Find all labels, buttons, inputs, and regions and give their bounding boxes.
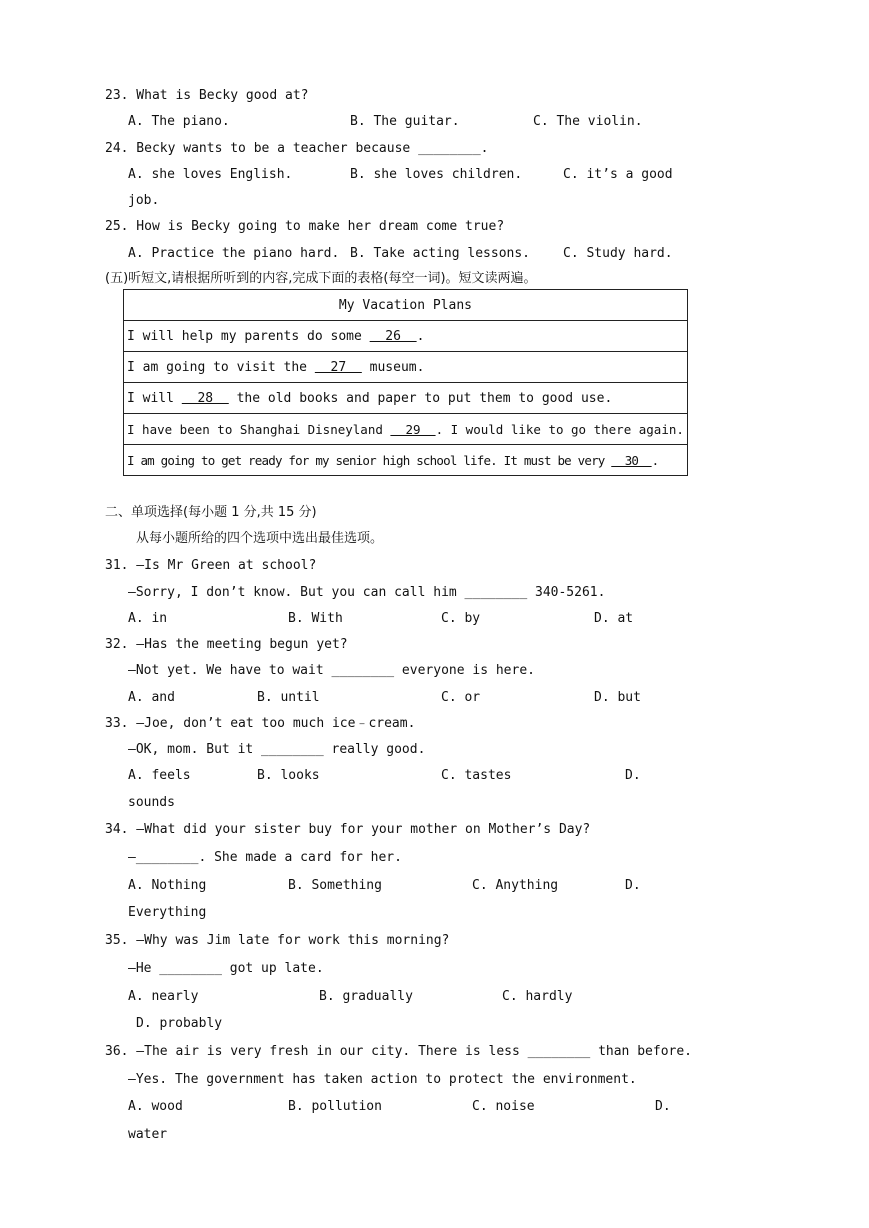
q34-option-d-continued: Everything [128,905,207,920]
row-text: museum. [361,359,425,375]
q36-option-c: C. noise [472,1099,535,1114]
q33-option-a: A. feels [128,768,191,783]
q24-option-a: A. she loves English. [128,167,293,182]
q23-option-b: B. The guitar. [350,114,460,129]
part5-instruction: (五)听短文,请根据所听到的内容,完成下面的表格(每空一词)。短文读两遍。 [105,271,537,286]
q25-option-a: A. Practice the piano hard. [128,246,340,261]
q24-option-b: B. she loves children. [350,167,523,182]
blank-28[interactable]: 28 [181,390,229,406]
q36-option-d-continued: water [128,1127,168,1142]
table-row [124,414,688,445]
table-row [124,445,688,476]
q23-stem: 23. What is Becky good at? [105,88,309,103]
blank-27[interactable]: 27 [314,359,362,375]
q36-option-d: D. [655,1099,671,1114]
q32-option-d: D. but [594,690,641,705]
q34-option-b: B. Something [288,878,382,893]
row-text: . [651,452,659,468]
q32-option-c: C. or [441,690,481,705]
q31-option-b: B. With [288,611,343,626]
q32-line2: —Not yet. We have to wait ________ everyone is here. [128,663,535,678]
vacation-plans-table [123,289,688,476]
table-row [124,321,688,352]
q35-line2: —He ________ got up late. [128,961,324,976]
row-text: I will [127,390,182,406]
row-text: I will help my parents do some [127,328,370,344]
q31-option-d: D. at [594,611,634,626]
q34-option-c: C. Anything [472,878,559,893]
q35-option-b: B. gradually [319,989,413,1004]
q34-option-a: A. Nothing [128,878,207,893]
q36-line2: —Yes. The government has taken action to protect the environment. [128,1072,637,1087]
q33-option-d-continued: sounds [128,795,175,810]
row-text: . [416,328,425,344]
q32-option-a: A. and [128,690,175,705]
q32-option-b: B. until [257,690,320,705]
q24-option-c: C. it’s a good [563,167,673,182]
q33-stem: 33. —Joe, don’t eat too much ice﹣cream. [105,716,416,731]
q31-option-a: A. in [128,611,168,626]
q31-option-c: C. by [441,611,481,626]
table-title: My Vacation Plans [124,290,688,321]
q34-stem: 34. —What did your sister buy for your mother on Mother’s Day? [105,822,591,837]
blank-26[interactable]: 26 [369,328,417,344]
q23-option-a: A. The piano. [128,114,230,129]
blank-30[interactable]: 30 [611,452,652,468]
q36-stem: 36. —The air is very fresh in our city. There is less ________ than before. [105,1044,692,1059]
q25-option-b: B. Take acting lessons. [350,246,531,261]
q25-stem: 25. How is Becky going to make her dream come true? [105,219,505,234]
row-text: I have been to Shanghai Disneyland [127,421,391,437]
q24-option-c-continued: job. [128,193,160,208]
q23-option-c: C. The violin. [533,114,643,129]
q35-option-c: C. hardly [502,989,573,1004]
q31-line2: —Sorry, I don’t know. But you can call him ________ 340-5261. [128,585,606,600]
q34-option-d: D. [625,878,641,893]
q33-line2: —OK, mom. But it ________ really good. [128,742,426,757]
q34-line2: —________. She made a card for her. [128,850,402,865]
row-text: I am going to visit the [127,359,315,375]
q31-stem: 31. —Is Mr Green at school? [105,558,317,573]
q33-option-b: B. looks [257,768,320,783]
row-text: . I would like to go there again. [435,421,684,437]
q36-option-a: A. wood [128,1099,183,1114]
q35-stem: 35. —Why was Jim late for work this morning? [105,933,450,948]
q33-option-d: D. [625,768,641,783]
row-text: I am going to get ready for my senior high school life. It must be very [127,452,612,468]
q36-option-b: B. pollution [288,1099,382,1114]
q35-option-a: A. nearly [128,989,199,1004]
q25-option-c: C. Study hard. [563,246,673,261]
q24-stem: 24. Becky wants to be a teacher because ________. [105,141,489,156]
table-row [124,352,688,383]
row-text: the old books and paper to put them to good use. [228,390,613,406]
blank-29[interactable]: 29 [390,421,436,437]
q35-option-d: D. probably [136,1016,223,1031]
q32-stem: 32. —Has the meeting begun yet? [105,637,348,652]
q33-option-c: C. tastes [441,768,512,783]
section2-heading: 二、单项选择(每小题 1 分,共 15 分) [105,505,317,520]
section2-instruction: 从每小题所给的四个选项中选出最佳选项。 [136,531,384,546]
table-row [124,383,688,414]
